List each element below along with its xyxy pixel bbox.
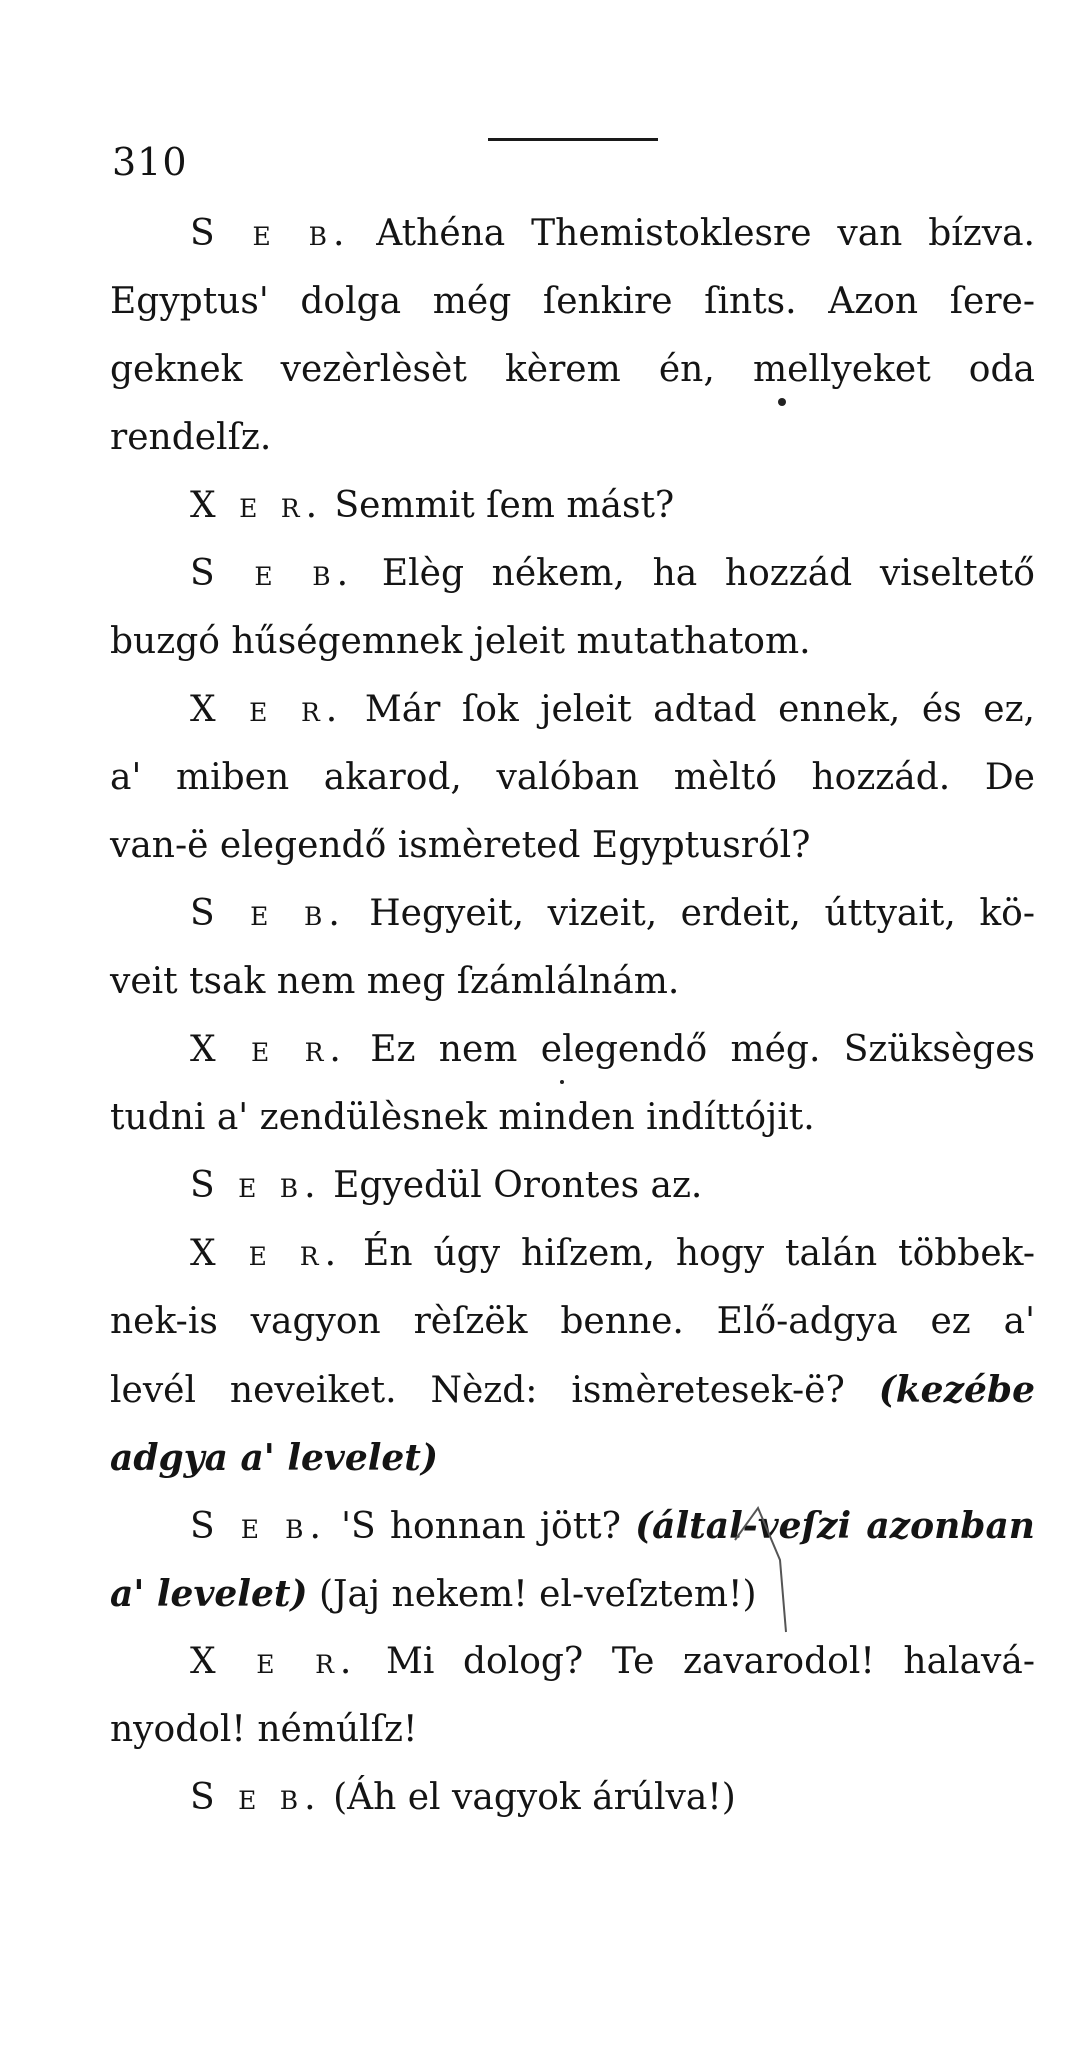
stage-direction: a' levelet) bbox=[110, 1573, 308, 1615]
speaker-label: X e r. bbox=[190, 1029, 347, 1070]
line-text: a' miben akarod, valóban mèltó hozzád. De bbox=[110, 757, 1035, 798]
text-line bbox=[110, 336, 1035, 404]
line-text: tudni a' zendülèsnek minden indíttójit. bbox=[110, 1097, 815, 1138]
text-line bbox=[110, 1220, 1035, 1288]
text-line bbox=[110, 1696, 1035, 1764]
text-line bbox=[110, 472, 1035, 540]
speaker-label: S e b. bbox=[190, 893, 346, 934]
line-text: Athéna Themistoklesre van bízva. bbox=[376, 213, 1035, 254]
line-text: levél neveiket. Nèzd: ismèretesek-ë? bbox=[110, 1370, 845, 1411]
line-text: nek-is vagyon rèſzëk benne. Elő-adgya ez a' bbox=[110, 1301, 1035, 1342]
text-line bbox=[110, 1356, 1035, 1424]
line-text: 'S honnan jött? bbox=[341, 1506, 621, 1547]
speaker-label: X e r. bbox=[190, 1641, 358, 1682]
line-text: (Áh el vagyok árúlva!) bbox=[333, 1777, 736, 1818]
dialogue-text bbox=[110, 200, 1035, 1832]
line-text: rendelſz. bbox=[110, 417, 272, 458]
text-line bbox=[110, 268, 1035, 336]
speaker-label: X e r. bbox=[190, 1233, 343, 1274]
text-line bbox=[110, 200, 1035, 268]
line-text: Én úgy hiſzem, hogy talán többek- bbox=[363, 1233, 1035, 1274]
text-line bbox=[110, 608, 1035, 676]
text-line bbox=[110, 744, 1035, 812]
text-line bbox=[110, 676, 1035, 744]
line-text: van-ë elegendő ismèreted Egyptusról? bbox=[110, 825, 811, 866]
text-line bbox=[110, 1560, 1035, 1628]
text-line bbox=[110, 1152, 1035, 1220]
text-line bbox=[110, 1764, 1035, 1832]
text-line bbox=[110, 948, 1035, 1016]
line-text: geknek vezèrlèsèt kèrem én, mellyeket oda bbox=[110, 349, 1035, 390]
line-text: Elèg nékem, ha hozzád viseltető bbox=[381, 553, 1035, 594]
text-line bbox=[110, 1016, 1035, 1084]
header-rule bbox=[488, 138, 658, 141]
line-text: Egyptus' dolga még ſenkire ſints. Azon ſere- bbox=[110, 281, 1035, 322]
line-text: buzgó hűségemnek jeleit mutathatom. bbox=[110, 621, 811, 662]
speaker-label: X e r. bbox=[190, 689, 344, 730]
speaker-label: S e b. bbox=[190, 553, 355, 594]
text-line bbox=[110, 1084, 1035, 1152]
speaker-label: S e b. bbox=[190, 213, 351, 254]
line-text: Hegyeit, vizeit, erdeit, úttyait, kö- bbox=[369, 893, 1035, 934]
line-text: Semmit ſem mást? bbox=[334, 485, 675, 526]
line-text: Ez nem elegendő még. Szüksèges bbox=[370, 1029, 1035, 1070]
pencil-mark bbox=[730, 1500, 840, 1640]
line-text: veit tsak nem meg ſzámlálnám. bbox=[110, 961, 680, 1002]
text-line bbox=[110, 540, 1035, 608]
stage-direction: adgya a' levelet) bbox=[110, 1437, 438, 1479]
speaker-label: X e r. bbox=[190, 485, 324, 526]
line-text: nyodol! némúlſz! bbox=[110, 1709, 418, 1750]
text-line bbox=[110, 812, 1035, 880]
text-line bbox=[110, 1424, 1035, 1492]
line-text: Mi dolog? Te zavarodol! halavá- bbox=[386, 1641, 1035, 1682]
speaker-label: S e b. bbox=[190, 1165, 322, 1206]
line-text: Már ſok jeleit adtad ennek, és ez, bbox=[364, 689, 1035, 730]
page-number: 310 bbox=[112, 140, 188, 184]
ink-speck bbox=[560, 1080, 564, 1084]
text-line bbox=[110, 1288, 1035, 1356]
text-line bbox=[110, 404, 1035, 472]
text-line bbox=[110, 880, 1035, 948]
speaker-label: S e b. bbox=[190, 1506, 328, 1547]
stage-direction: (által-veſzi azonban bbox=[635, 1505, 1035, 1547]
line-text: (Jaj nekem! el-veſztem!) bbox=[318, 1574, 757, 1615]
text-line bbox=[110, 1628, 1035, 1696]
speaker-label: S e b. bbox=[190, 1777, 322, 1818]
text-line bbox=[110, 1492, 1035, 1560]
ink-speck bbox=[778, 398, 786, 406]
line-text: Egyedül Orontes az. bbox=[333, 1165, 703, 1206]
stage-direction: (kezébe bbox=[878, 1369, 1035, 1411]
